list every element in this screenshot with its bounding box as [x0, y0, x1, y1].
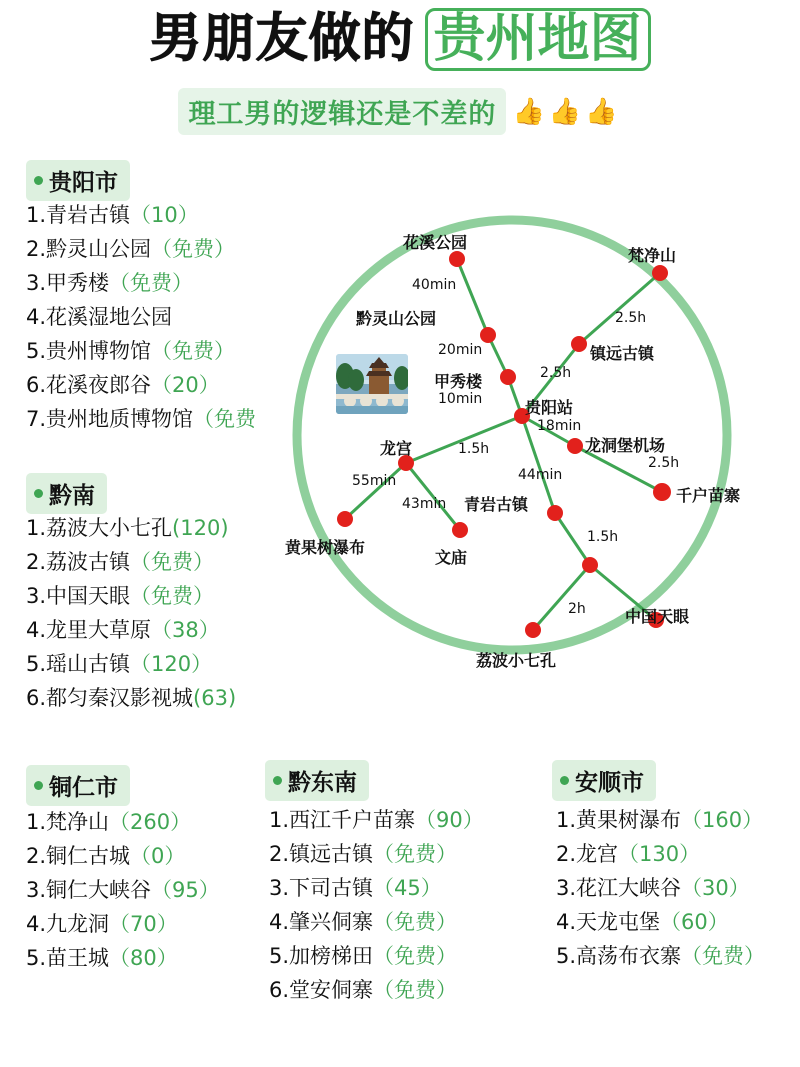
item-text: 花溪湿地公园	[46, 305, 173, 329]
list-item	[556, 878, 765, 899]
list-item	[556, 844, 765, 865]
edge-time-label: 2.5h	[648, 455, 680, 471]
section-header-anshun	[552, 760, 656, 801]
map-node-label-jiaxiu: 甲秀楼	[434, 372, 483, 391]
list-item	[26, 273, 256, 294]
subtitle: 理工男的逻辑还是不差的	[178, 88, 506, 135]
item-price: （免费）	[681, 944, 766, 968]
item-number: 4.	[269, 910, 290, 934]
item-price: （60）	[660, 910, 729, 934]
list-item	[26, 846, 220, 867]
jiaxiulou-photo	[336, 354, 408, 414]
list-item	[269, 844, 484, 865]
map-node-label-huangguoshu: 黄果树瀑布	[285, 538, 366, 557]
item-price: （免费）	[151, 339, 236, 363]
edge-time-label: 10min	[438, 391, 483, 407]
item-text: 花溪夜郎谷	[46, 373, 152, 397]
item-text: 都匀秦汉影视城	[46, 686, 194, 710]
list-item	[269, 980, 484, 1001]
item-number: 3.	[26, 584, 47, 608]
item-number: 2.	[556, 842, 577, 866]
section-header-tongren	[26, 765, 130, 806]
item-number: 3.	[269, 876, 290, 900]
list-item	[26, 654, 236, 675]
item-text: 九龙洞	[46, 912, 110, 936]
item-price: （160）	[681, 808, 764, 832]
item-number: 4.	[26, 305, 47, 329]
map-node-label-qingyan: 青岩古镇	[464, 495, 529, 514]
list-item	[26, 341, 256, 362]
item-text: 苗王城	[46, 946, 110, 970]
item-number: 3.	[26, 271, 47, 295]
bullet-dot-icon	[34, 489, 43, 498]
item-text: 中国天眼	[46, 584, 131, 608]
item-price: （免费）	[109, 271, 194, 295]
item-text: 天龙屯堡	[576, 910, 661, 934]
list-item	[26, 586, 236, 607]
item-text: 荔波大小七孔	[46, 516, 173, 540]
item-text: 龙里大草原	[46, 618, 152, 642]
map-node-label-longdongbao: 龙洞堡机场	[585, 436, 666, 455]
item-text: 贵州地质博物馆	[46, 407, 194, 431]
list-item	[26, 307, 256, 328]
list-item	[26, 552, 236, 573]
subtitle-row	[0, 88, 800, 135]
section-list-guiyang	[26, 205, 256, 443]
section-list-qiannan	[26, 518, 236, 722]
bullet-dot-icon	[34, 176, 43, 185]
section-list-qiandongnan	[269, 810, 484, 1014]
item-price: （260）	[109, 810, 192, 834]
item-number: 6.	[26, 686, 47, 710]
list-item	[26, 948, 220, 969]
photo-illustration	[336, 354, 408, 414]
list-item	[26, 620, 236, 641]
item-text: 加榜梯田	[289, 944, 374, 968]
list-item	[26, 518, 236, 539]
route-map	[285, 205, 790, 705]
item-text: 青岩古镇	[46, 203, 131, 227]
map-node-label-longgong: 龙宫	[380, 439, 413, 458]
map-node-label-qianling: 黔灵山公园	[356, 309, 437, 328]
item-text: 铜仁古城	[46, 844, 131, 868]
item-text: 瑶山古镇	[46, 652, 131, 676]
edge-time-label: 44min	[518, 467, 563, 483]
item-number: 2.	[26, 844, 47, 868]
item-number: 6.	[26, 373, 47, 397]
item-number: 1.	[26, 810, 47, 834]
section-list-anshun	[556, 810, 765, 980]
list-item	[269, 878, 484, 899]
item-price: （0）	[130, 844, 186, 868]
list-item	[556, 810, 765, 831]
item-number: 2.	[26, 550, 47, 574]
list-item	[26, 239, 256, 260]
item-text: 甲秀楼	[46, 271, 110, 295]
section-title: 黔东南	[288, 770, 357, 796]
edge-time-label: 55min	[352, 473, 397, 489]
item-price: （免费）	[373, 944, 458, 968]
item-text: 肇兴侗寨	[289, 910, 374, 934]
item-price: （90）	[415, 808, 484, 832]
item-price: （120）	[130, 652, 213, 676]
list-item	[556, 946, 765, 967]
item-number: 3.	[556, 876, 577, 900]
item-text: 铜仁大峡谷	[46, 878, 152, 902]
item-text: 花江大峡谷	[576, 876, 682, 900]
item-price: （免费）	[373, 842, 458, 866]
section-header-guiyang	[26, 160, 130, 201]
item-number: 6.	[269, 978, 290, 1002]
edge-time-label: 2.5h	[615, 310, 647, 326]
item-number: 3.	[26, 878, 47, 902]
edge-time-label: 2.5h	[540, 365, 572, 381]
item-text: 黄果树瀑布	[576, 808, 682, 832]
edge-time-label: 1.5h	[458, 441, 490, 457]
item-number: 2.	[26, 237, 47, 261]
bullet-dot-icon	[34, 781, 43, 790]
section-title: 贵阳市	[49, 170, 118, 196]
edge-time-label: 20min	[438, 342, 483, 358]
item-number: 1.	[269, 808, 290, 832]
list-item	[269, 946, 484, 967]
item-price: （免费	[193, 407, 257, 431]
page-title	[0, 8, 800, 71]
map-node-label-guiyang: 贵阳站	[525, 398, 574, 417]
item-number: 5.	[269, 944, 290, 968]
item-text: 镇远古镇	[289, 842, 374, 866]
item-price: （95）	[151, 878, 220, 902]
edge-time-label: 2h	[568, 601, 586, 617]
list-item	[26, 880, 220, 901]
list-item	[26, 375, 256, 396]
item-number: 4.	[26, 618, 47, 642]
map-node-label-qianhu: 千户苗寨	[676, 486, 741, 505]
edge-time-label: 43min	[402, 496, 447, 512]
section-list-tongren	[26, 812, 220, 982]
item-price: （免费）	[151, 237, 236, 261]
map-node-label-huaxi: 花溪公园	[403, 233, 468, 252]
list-item	[269, 810, 484, 831]
list-item	[26, 812, 220, 833]
item-number: 5.	[26, 652, 47, 676]
item-price: （免费）	[373, 978, 458, 1002]
item-text: 西江千户苗寨	[289, 808, 416, 832]
item-number: 4.	[556, 910, 577, 934]
item-text: 荔波古镇	[46, 550, 131, 574]
item-text: 黔灵山公园	[46, 237, 152, 261]
item-number: 1.	[26, 516, 47, 540]
item-number: 4.	[26, 912, 47, 936]
section-title: 铜仁市	[49, 775, 118, 801]
item-price: （80）	[109, 946, 178, 970]
list-item	[26, 914, 220, 935]
item-price: （20）	[151, 373, 220, 397]
section-title: 黔南	[49, 483, 95, 509]
map-node-label-wenmiao: 文庙	[435, 548, 468, 567]
item-number: 2.	[269, 842, 290, 866]
bullet-dot-icon	[273, 776, 282, 785]
item-price: （30）	[681, 876, 750, 900]
list-item	[26, 688, 236, 709]
item-number: 5.	[26, 339, 47, 363]
item-number: 5.	[556, 944, 577, 968]
map-svg	[290, 205, 790, 705]
item-price: (63)	[193, 686, 237, 710]
section-header-qiandongnan	[265, 760, 369, 801]
thumbs-up-icon: 👍👍👍	[512, 96, 622, 127]
item-price: （70）	[109, 912, 178, 936]
item-text: 梵净山	[46, 810, 110, 834]
map-node-label-tianyan: 中国天眼	[625, 607, 690, 626]
item-price: （免费）	[130, 584, 215, 608]
map-node-label-libo: 荔波小七孔	[476, 651, 557, 670]
item-price: （10）	[130, 203, 199, 227]
item-text: 高荡布衣寨	[576, 944, 682, 968]
map-node-label-zhenyuan: 镇远古镇	[590, 344, 655, 363]
item-price: （130）	[618, 842, 701, 866]
edge-time-label: 1.5h	[587, 529, 619, 545]
item-text: 龙宫	[576, 842, 619, 866]
item-number: 1.	[26, 203, 47, 227]
title-black-part: 男朋友做的	[149, 9, 415, 69]
item-number: 5.	[26, 946, 47, 970]
section-header-qiannan	[26, 473, 107, 514]
list-item	[26, 409, 256, 430]
list-item	[556, 912, 765, 933]
item-price: （免费）	[373, 910, 458, 934]
item-text: 下司古镇	[289, 876, 374, 900]
item-price: （免费）	[130, 550, 215, 574]
edge-time-label: 18min	[537, 418, 582, 434]
map-node-label-fanjing: 梵净山	[628, 246, 677, 265]
item-price: （38）	[151, 618, 220, 642]
list-item	[269, 912, 484, 933]
item-number: 7.	[26, 407, 47, 431]
item-number: 1.	[556, 808, 577, 832]
title-green-part: 贵州地图	[425, 8, 651, 71]
list-item	[26, 205, 256, 226]
item-price: （45）	[373, 876, 442, 900]
item-price: (120)	[172, 516, 229, 540]
item-text: 堂安侗寨	[289, 978, 374, 1002]
section-title: 安顺市	[575, 770, 644, 796]
item-text: 贵州博物馆	[46, 339, 152, 363]
edge-time-label: 40min	[412, 277, 457, 293]
bullet-dot-icon	[560, 776, 569, 785]
